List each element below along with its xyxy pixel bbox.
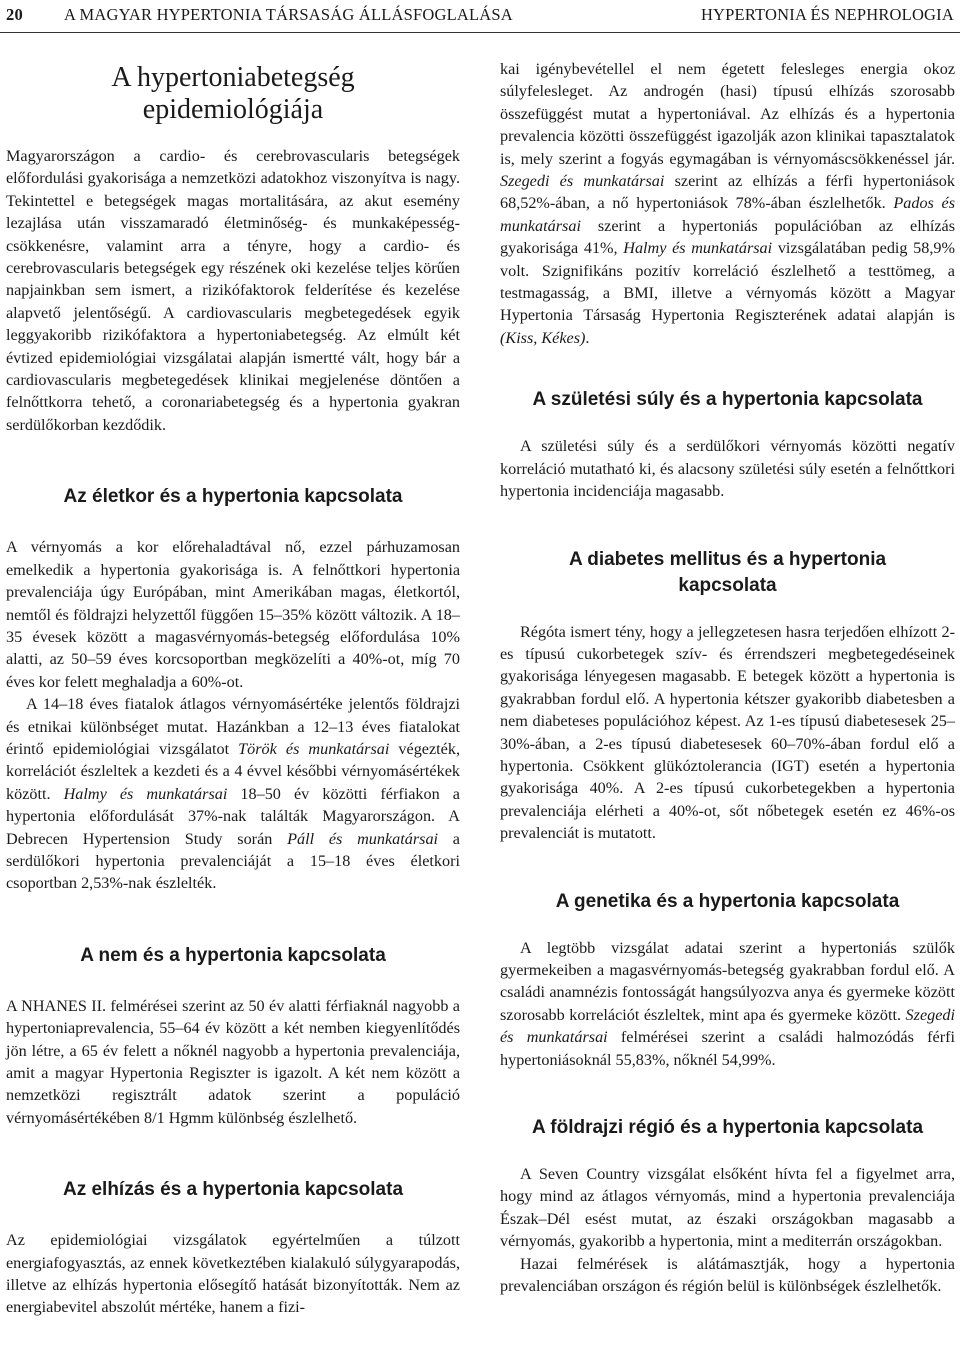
- text-run: 18–50 év közötti férfiakon a hypertonia előfordulását 37%-nak találták Magyarországon. A Debrecen Hypertension Study során: [6, 784, 460, 848]
- heading-obesity: Az elhízás és a hypertonia kapcsolata: [62, 1179, 404, 1201]
- left-column: [6, 50, 460, 1319]
- geography-paragraph-1: A Seven Country vizsgálat elsőként hívta fel a figyelmet arra, hogy mind az átlagos vérnyomás, mind a hypertonia prevalenciája Észak–Dél esést mutat, az északi országokban magasabb a vérnyomás, gyakoribb a hypertonia, mint a mediterrán országokban.: [500, 1165, 955, 1251]
- author-ref: Szegedi és munkatársai: [500, 172, 665, 191]
- author-ref: Török és munkatársai: [238, 739, 390, 758]
- heading-diabetes: [500, 547, 955, 599]
- article-title-line-1: A hypertoniabetegség: [111, 62, 355, 93]
- heading-birth-weight: A születési súly és a hypertonia kapcsolata: [532, 389, 923, 411]
- sex-paragraph: A NHANES II. felmérései szerint az 50 év alatti férfiaknál nagyobb a hypertoniaprevalencia, 55–64 év között a két nemben kiegyenlítődés jön létre, a 65 év felett a nőknél nagyobb a hypertonia prevalenciája, amit a magyar Hypertonia Regiszter is igazolt. A két nem között a nemzetközi regisztrált adatok szerint a populáció vérnyomásértékében 8/1 Hgmm különbség észlelhető.: [6, 996, 460, 1127]
- text-run: vizsgálatában pedig 58,9% volt. Szignifikáns pozitív korreláció észlelhető a testtömeg, a testmagasság, a BMI, illetve a vérnyomás között a Magyar Hypertonia Társaság Hypertonia Regiszterének adatai alapján is: [500, 239, 955, 325]
- page-number: 20: [6, 5, 23, 24]
- age-paragraph-2: [6, 693, 460, 895]
- author-ref: Páll és munkatársai: [287, 829, 439, 848]
- text-run: végezték, korrelációt észleltek a kezdeti és a 4 évvel későbbi vérnyomásértékek között.: [6, 739, 460, 803]
- text-run: A legtöbb vizsgálat adatai szerint a hypertoniás szülők gyermekeiben a magasvérnyomás-betegség gyakrabban fordul elő. A családi anamnézis fontosságát hangsúlyozva anya és gyermeke között szorosabb korrelációt észleltek, mint apa és gyermeke között.: [500, 938, 955, 1024]
- running-header: [0, 0, 960, 33]
- intro-paragraph: Magyarországon a cardio- és cerebrovascularis betegségek előfordulási gyakorisága a nemzetközi adatokhoz viszonyítva is nagy. Tekintettel e betegségek magas mortalitására, az akut esemény lezajlása után visszamaradó életminőség- és munkaképesség-csökkenésre, valamint arra a tényre, hogy a cardio- és cerebrovascularis betegségek egy részének oki kezelése teljes körűen napjainkban sem ismert, a rizikófaktorok felderítése és kezelése alapvető jelentőségű. A cardiovascularis megbetegedések egyik leggyakoribb rizikófaktora a hypertoniabetegség. Az elmúlt két évtized epidemiológiai vizsgálatai alapján ismertté vált, hogy bár a cardiovascularis megbetegedések klinikai megjelenése döntően a felnőttkorra tehető, a coronariabetegség és a hypertonia gyakran serdülőkorban kezdődik.: [6, 147, 460, 434]
- heading-sex: A nem és a hypertonia kapcsolata: [80, 944, 386, 966]
- author-ref: (Kiss, Kékes): [500, 328, 586, 347]
- heading-genetics: A genetika és a hypertonia kapcsolata: [555, 890, 900, 912]
- genetics-paragraph: [500, 937, 955, 1071]
- text-run: .: [585, 328, 590, 347]
- section-title: HYPERTONIA ÉS NEPHROLOGIA: [700, 5, 954, 24]
- heading-diabetes-line-2: kapcsolata: [678, 574, 777, 596]
- author-ref: Halmy és munkatársai: [63, 784, 228, 803]
- author-ref: Pados és munkatársai: [500, 194, 955, 235]
- birth-paragraph: A születési súly és a serdülőkori vérnyomás közötti negatív korreláció mutatható ki, és alacsony születési súly esetén a felnőttkori hypertonia incidenciája magasabb.: [500, 437, 955, 501]
- age-paragraph-1: A vérnyomás a kor előrehaladtával nő, ezzel párhuzamosan emelkedik a hypertonia gyakorisága is. A felnőttkori hypertonia prevalenciája úgy Európában, mint Amerikában magas, életkortól, nemtől és földrajzi helyzettől függően 15–35% között változik. A 18–35 évesek között a magasvérnyomás-betegség előfordulása 10% alatti, az 50–59 éves korcsoportban megközelíti a 40%-ot, míg 70 éves kor felett meghaladja a 60%-ot.: [6, 538, 460, 691]
- right-column: [500, 58, 955, 1297]
- text-run: felmérései szerint a családi halmozódás férfi hypertoniásoknál 55,83%, nőknél 54,99%.: [500, 1028, 955, 1069]
- journal-title: A MAGYAR HYPERTONIA TÁRSASÁG ÁLLÁSFOGLALÁSA: [64, 5, 513, 24]
- text-run: szerint a hypertoniás populációban az elhízás gyakorisága 41%,: [500, 216, 955, 258]
- author-ref: Szegedi és munkatársai: [500, 1005, 955, 1047]
- author-ref: Halmy és munkatársai: [623, 239, 773, 258]
- diabetes-paragraph: Régóta ismert tény, hogy a jellegzetesen hasra terjedően elhízott 2-es típusú cukorbetegek szív- és érrendszeri megbetegedéseinek gyakorisága lényegesen magasabb. E betegek között a hypertonia is gyakrabban fordul elő. A hypertonia kétszer gyakoribb diabetesben a nem diabeteses populációhoz képest. Az 1-es típusú diabetesesek 25–30%-ában, a 2-es típusú diabetesesek 60–70%-ában fordul elő a hypertonia. Csökkent glükóztolerancia (IGT) esetén a hypertonia gyakorisága 40%. A 2-es típusú cukorbetegekben a hypertonia prevalenciája elérheti a 40%-ot, sőt nőbetegek esetén ez 46%-os prevalenciát is mutatott.: [500, 622, 955, 843]
- article-title-line-2: epidemiológiája: [142, 94, 324, 125]
- obesity-paragraph-cont: [500, 58, 955, 349]
- text-run: szerint az elhízás a férfi hypertoniások 68,52%-ában, a nő hypertoniások 78%-ában észlelhetők.: [500, 172, 955, 213]
- heading-age: Az életkor és a hypertonia kapcsolata: [63, 486, 403, 508]
- geography-paragraph-2: Hazai felmérések is alátámasztják, hogy a hypertonia prevalenciában országon és régión belül is különbségek észlelhetők.: [500, 1254, 955, 1296]
- obesity-paragraph: Az epidemiológiai vizsgálatok egyértelműen a túlzott energiafogyasztás, az ennek következtében kialakuló súlygyarapodás, illetve az elhízás hypertonia elősegítő hatását bizonyították. Nem az energiabevitel abszolút mértéke, hanem a fizi-: [6, 1231, 460, 1317]
- text-run: A 14–18 éves fiatalok átlagos vérnyomásértéke jelentős földrajzi és etnikai különbséget mutat. Hazánkban a 12–13 éves fiatalokat érintő epidemiológiai vizsgálatot: [6, 695, 460, 758]
- text-run: a serdülőkori hypertonia prevalenciáját a 15–18 éves életkori csoportban 2,53%-nak észlelték.: [6, 829, 460, 893]
- article-title: [6, 62, 460, 126]
- text-run: kai igénybevétellel el nem égetett felesleges energia okoz súlyfelesleget. Az androgén (hasi) típusú elhízás szorosabb összefüggést mutat a hypertoniával. Az elhízás és a hypertonia prevalencia közötti összefüggést igazolják azon klinikai tapasztalatok is, mely szerint a fogyás egymagában is vérnyomáscsökkenéssel jár.: [500, 60, 955, 168]
- heading-geography: A földrajzi régió és a hypertonia kapcsolata: [531, 1117, 924, 1138]
- heading-diabetes-line-1: A diabetes mellitus és a hypertonia: [568, 548, 887, 570]
